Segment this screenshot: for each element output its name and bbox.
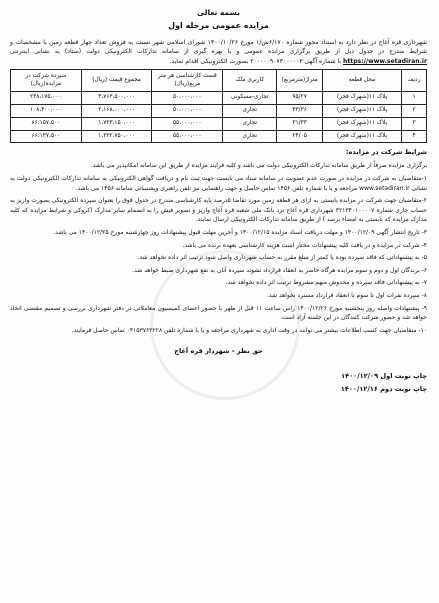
publication-dates <box>10 370 427 395</box>
cell-deposit: ۲۳۸،۱۷۵،۰۰۰ <box>11 92 82 105</box>
cell-total-price: ۱،۳۲۲،۷۵۰،۰۰۰ <box>81 130 152 143</box>
cell-row-no: ۲ <box>402 105 427 118</box>
cell-area: ۴۳/۳۶ <box>277 105 323 118</box>
bismillah-heading: بسمه تعالی <box>197 8 240 17</box>
cell-location: پلاک ۱۱(شهرک فجر) <box>323 117 402 130</box>
first-publication: چاپ نوبت اول ۱۴۰۰/۱۲/۰۹ <box>341 372 427 381</box>
cell-unit-price: ۵۰،۰۰۰،۰۰۰ <box>152 105 223 118</box>
condition-item: ۲-متقاضیان جهت شرکت در مزایده بایستی به ازای هر قطعه زمین مورد تقاضا ۵درصد پایه کارشناسی مندرج در جدول فوق را بعنوان سپرده الکترونیکی بصورت واریز به حساب جاری شماره ۳۲۱۳۴۰۱۰۰۰۰۷ شهرداری قره آغاج نزد بانک ملی شعبه قره آغاج واریز و تصویر فیش را به انضمام سایر مدارک (کروکی و شرایط مزایده که کلیه مدارک مزایده که بایستی به امضاء برسد ) از طریق سامانه تدارکات الکترونیکی ارسال نمایند. <box>10 197 427 224</box>
table-row <box>11 130 427 143</box>
cell-deposit: ۱۰۸،۴۰۰،۰۰۰ <box>11 105 82 118</box>
intro-text: شهرداری قره آغاج در نظر دارد به استناد مجوز شماره ۶/۱۷۰ش/۱ مورخ ۱۴۰۰/۱۰/۲۶ شورای اسلامی شهر نسبت به فروش تعداد چهار قطعه زمین با مشخصات و شرایط مندرج در جدول ذیل از طریق برگزاری مزایده عمومی و با بهره گیری از سامانه تدارکات الکترونیکی دولت (ستاد) به نشانی اینترنتی <box>10 38 427 56</box>
condition-item: ۹- پیشنهادات واصله روز پنجشنبه مورخ ۱۴۰۰/۱۲/۲۶ راس ساعت ۱۱ قبل از ظهر با حضور اعضای کمیسیون معاملاتی در دفتر شهرداری بررسی و تصمیم مقتضی اتخاذ خواهد شد و حضور شرکت کنندگان در این جلسه آزاد است. <box>10 304 428 322</box>
notice-title: مزایده عمومی مرحله اول <box>168 21 269 31</box>
table-row <box>11 117 427 130</box>
setad-link[interactable]: https://www.setadiran.ir <box>343 57 427 65</box>
cell-total-price: ۴،۷۶۳،۵۰۰،۰۰۰ <box>81 92 152 105</box>
condition-item: ۸- سپرده نفرات اول تا سوم تا انعقاد قرارداد مسترد نخواهد شد. <box>266 291 427 299</box>
cell-usage: تجاری <box>223 130 277 143</box>
cell-unit-price: ۵۰،۰۰۰،۰۰۰ <box>152 92 223 105</box>
col-header-total-price: مجموع قیمت (ریال) <box>81 70 152 92</box>
condition-item: ۵- به پیشنهاداتی که فاقد سپرده بوده یا کمتر از مبلغ مقرر به حساب شهرداری واصل شود ترتیب اثر داده نخواهد شد. <box>137 254 427 262</box>
condition-item: ۶- برندگان اول و دوم و سوم مزایده هرگاه حاضر به انعقاد قرارداد نشوند سپرده آنان به نفع شهرداری ضبط خواهد شد. <box>132 266 427 274</box>
table-row <box>11 92 427 105</box>
cell-row-no: ۱ <box>402 92 427 105</box>
table-header-row <box>11 70 427 92</box>
cell-usage: تجاری <box>223 105 277 118</box>
cell-location: پلاک ۱۱(شهرک فجر) <box>323 130 402 143</box>
second-publication: چاپ نوبت دوم ۱۴۰۰/۱۲/۱۶ <box>340 384 427 393</box>
cell-location: پلاک ۱۱(شهرک فجر) <box>323 92 402 105</box>
condition-item: ۱-متقاضیان به شرکت در مزایده در صورت عدم عضویت در سامانه ستاد می بایست جهت ثبت نام و دریافت گواهی الکترونیکی به سامانه تدارکات الکترونیکی دولت به نشانی www.setadiran.ir مراجعه و یا با شماره تلفن ۱۴۵۶ تماس حاصل و جهت راهنمایی نیز تلفن راهبری وپشتیبانی سامانه ۱۴۵۶ می باشد. <box>10 174 427 192</box>
cell-area: ۹۵/۲۷ <box>277 92 323 105</box>
cell-row-no: ۳ <box>402 117 427 130</box>
signature-line: حق نظر - شهردار قره آغاج <box>174 347 263 356</box>
cell-usage: تجاری <box>223 117 277 130</box>
cell-unit-price: ۵۵،۰۰۰،۰۰۰ <box>152 130 223 143</box>
cell-usage: تجاری-مسکونی <box>223 92 277 105</box>
condition-item: برگزاری مزایده صرفاً از طریق سامانه تدارکات الکترونیکی دولت می باشد و کلیه فرایند مزایده از طریق این سامانه امکانپذیر می باشد. <box>90 162 427 170</box>
cell-deposit: ۶۶،۱۳۷،۵۰۰ <box>11 130 82 143</box>
cell-total-price: ۲،۱۶۸،۰۰۰،۰۰۰ <box>81 105 152 118</box>
intro-text-2: با شماره آگهی ۲۰۰۰۰۰۹۰۷۳۰۰۰۰۰۳ بصورت الکترونیکی اقدام نماید. <box>169 57 342 65</box>
conditions-list <box>10 161 427 335</box>
col-header-area: متراژ(مترمربع) <box>277 70 323 92</box>
condition-item: ۳- تاریخ انتشار آگهی ۱۴۰۰/۱۲/۰۹ و مهلت دریافت اسناد مزایده ۱۴۰۰/۱۲/۱۵ و آخرین مهلت قبول پیشنهادات روز چهارشنبه مورخ ۱۴۰۰/۱۲/۲۵ می باشد. <box>53 228 427 236</box>
table-row <box>11 105 427 118</box>
cell-deposit: ۸۶،۱۵۷،۵۰۰ <box>11 117 82 130</box>
cell-area: ۳۱/۳۳ <box>277 117 323 130</box>
conditions-title: شرایط شرکت در مزایده: <box>345 148 427 157</box>
col-header-usage: کاربری ملک <box>223 70 277 92</box>
col-header-deposit: سپرده شرکت در مزایده(ریال) <box>11 70 82 92</box>
col-header-unit-price: قیمت کارشناسی هر متر مربع(ریال) <box>152 70 223 92</box>
condition-item: ۴- شرکت در مزایده و در یافت کلیه پیشنهادات مختار است هزینه کارشناسی بعهده برنده می باشد. <box>182 241 427 249</box>
col-header-location: محل قطعه <box>323 70 402 92</box>
intro-paragraph <box>10 38 427 66</box>
cell-location: پلاک ۱۱(شهرک فجر) <box>323 105 402 118</box>
condition-item: ۷- به پیشنهاداتی فاقد سپرده و مخدوش مبهم مشروط ترتیب اثر داده نخواهد شد. <box>225 279 427 287</box>
col-header-row-no: ردیف <box>402 70 427 92</box>
cell-area: ۲۴/۰۵ <box>277 130 323 143</box>
condition-item: ۱۰- متقاضیان جهت کسب اطلاعات بیشتر می توانند در وقت اداری به شهرداری مراجعه و یا با شماره تلفن ۰۴۱۵۳۷۶۲۲۲۸ تماس حاصل فرمایند. <box>71 326 427 334</box>
cell-row-no: ۴ <box>402 130 427 143</box>
cell-total-price: ۱،۷۲۳،۱۵۰،۰۰۰ <box>81 117 152 130</box>
cell-unit-price: ۵۵،۰۰۰،۰۰۰ <box>152 117 223 130</box>
auction-table <box>10 69 427 143</box>
